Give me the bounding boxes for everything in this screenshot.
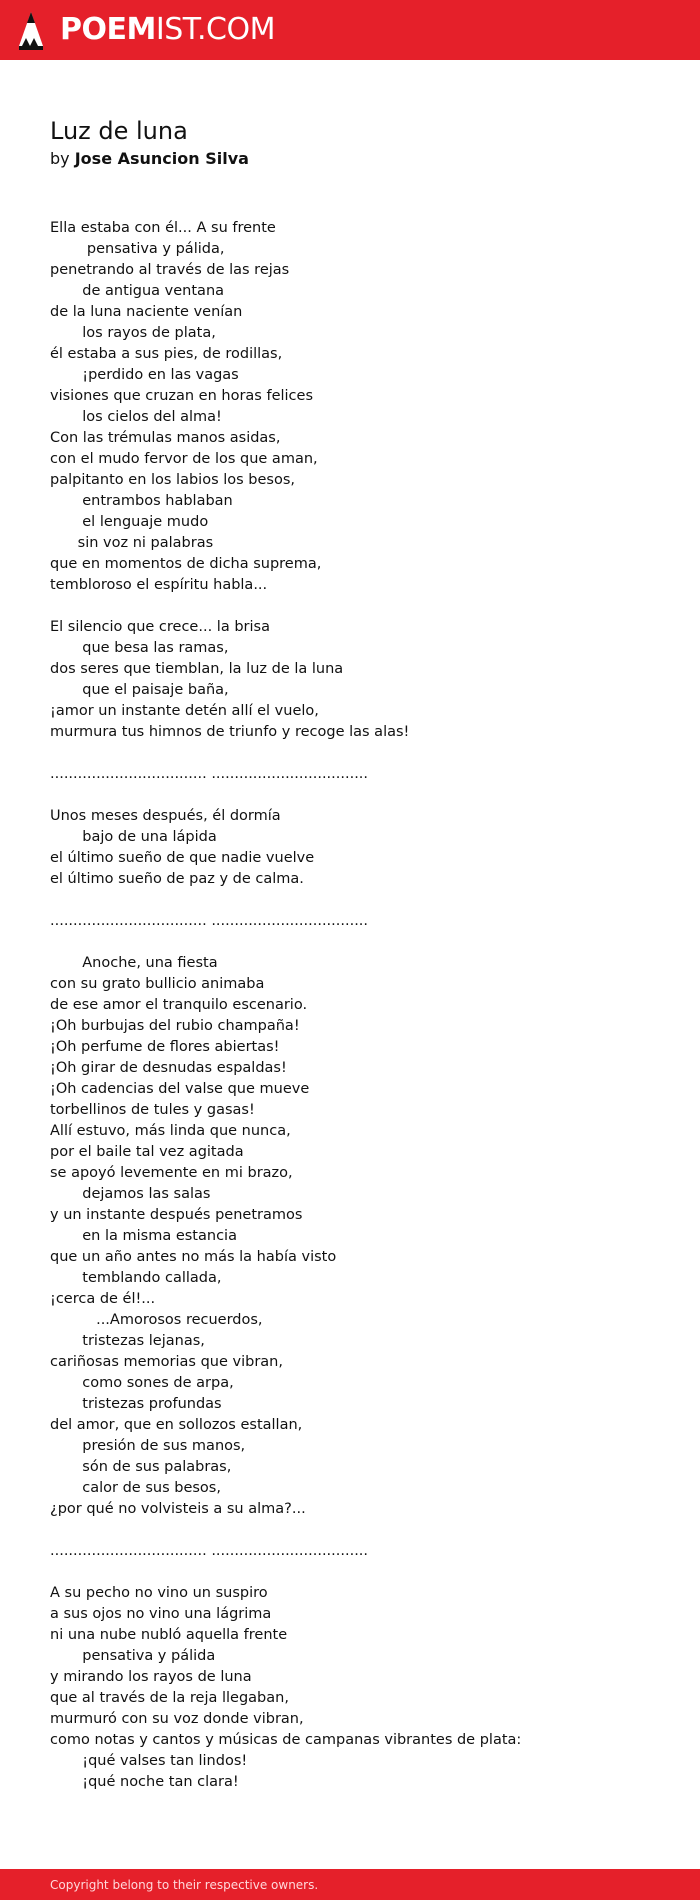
poem-line: él estaba a sus pies, de rodillas, [50,346,283,362]
poem-line: .................................. .................................. [50,766,369,782]
poem-line: con su grato bullicio animaba [50,976,265,992]
poem-line: de antigua ventana [50,283,225,299]
poem-line: dejamos las salas [50,1186,211,1202]
stanza-break [50,1520,521,1541]
poem-line: que el paisaje baña, [50,682,229,698]
poem-line: y mirando los rayos de luna [50,1669,252,1685]
poem-line: ni una nube nubló aquella frente [50,1627,288,1643]
stanza-break [50,785,521,806]
site-logo[interactable] [60,8,275,52]
poem-line: tristezas lejanas, [50,1333,205,1349]
poem-line: sin voz ni palabras [50,535,214,551]
poem-line: pensativa y pálida [50,1648,216,1664]
poem-line: como sones de arpa, [50,1375,234,1391]
poem-line: temblando callada, [50,1270,222,1286]
poem-line: que en momentos de dicha suprema, [50,556,322,572]
site-footer [0,1869,700,1900]
poem-line: que besa las ramas, [50,640,229,656]
poem-line: visiones que cruzan en horas felices [50,388,314,404]
stanza-break [50,1562,521,1583]
stanza-break [50,743,521,764]
poem-byline [50,148,249,170]
poem-line: de ese amor el tranquilo escenario. [50,997,308,1013]
poem-line: ¡Oh perfume de flores abiertas! [50,1039,280,1055]
poem-line: ¡amor un instante detén allí el vuelo, [50,703,319,719]
poem-line: ¡qué valses tan lindos! [50,1753,248,1769]
poem-line: ¿por qué no volvisteis a su alma?... [50,1501,306,1517]
poem-line: el lenguaje mudo [50,514,209,530]
poem-line: de la luna naciente venían [50,304,243,320]
poem-line: dos seres que tiemblan, la luz de la luna [50,661,344,677]
poem-line: pensativa y pálida, [50,241,225,257]
poem-line: El silencio que crece... la brisa [50,619,270,635]
poem-line: el último sueño de paz y de calma. [50,871,304,887]
poem-line: entrambos hablaban [50,493,233,509]
poem-line: presión de sus manos, [50,1438,246,1454]
byline-prefix: by [50,149,70,168]
site-header [0,0,700,60]
poem-line: ¡Oh girar de desnudas espaldas! [50,1060,287,1076]
poem-line: ¡perdido en las vagas [50,367,239,383]
poem-line: ...Amorosos recuerdos, [50,1312,263,1328]
poem-line: Con las trémulas manos asidas, [50,430,281,446]
poem-line: ¡Oh cadencias del valse que mueve [50,1081,310,1097]
copyright-text: Copyright belong to their respective owners. [50,1878,319,1892]
poem-line: tristezas profundas [50,1396,222,1412]
poem-line: los cielos del alma! [50,409,222,425]
poem-line: a sus ojos no vino una lágrima [50,1606,272,1622]
logo-text-light: IST.COM [155,12,275,47]
stanza-break [50,890,521,911]
poem-line: Unos meses después, él dormía [50,808,281,824]
stanza-break [50,596,521,617]
poem-line: .................................. .................................. [50,913,369,929]
poem-line: murmuró con su voz donde vibran, [50,1711,304,1727]
poem-line: ¡cerca de él!... [50,1291,156,1307]
poem-line: Ella estaba con él... A su frente [50,220,276,236]
poem-line: y un instante después penetramos [50,1207,303,1223]
poem-line: Allí estuvo, más linda que nunca, [50,1123,291,1139]
poem-line: calor de sus besos, [50,1480,221,1496]
poem-line: murmura tus himnos de triunfo y recoge las alas! [50,724,410,740]
poem-line: A su pecho no vino un suspiro [50,1585,268,1601]
poem-line: Anoche, una fiesta [50,955,218,971]
poem-line: cariñosas memorias que vibran, [50,1354,283,1370]
poem-line: se apoyó levemente en mi brazo, [50,1165,293,1181]
poem-line: en la misma estancia [50,1228,237,1244]
poem-line: torbellinos de tules y gasas! [50,1102,255,1118]
poem-line: ¡qué noche tan clara! [50,1774,239,1790]
pencil-tip-icon[interactable] [16,10,46,52]
poem-title: Luz de luna [50,117,188,145]
poem-line: ¡Oh burbujas del rubio champaña! [50,1018,300,1034]
poem-line: que al través de la reja llegaban, [50,1690,289,1706]
poem-line: són de sus palabras, [50,1459,232,1475]
stanza-break [50,932,521,953]
poem-line: como notas y cantos y músicas de campanas vibrantes de plata: [50,1732,522,1748]
poem-line: que un año antes no más la había visto [50,1249,337,1265]
poem-line: con el mudo fervor de los que aman, [50,451,318,467]
poem-line: del amor, que en sollozos estallan, [50,1417,303,1433]
poem-line: penetrando al través de las rejas [50,262,290,278]
poem-line: por el baile tal vez agitada [50,1144,244,1160]
poem-body [50,218,521,1793]
poem-author[interactable]: Jose Asuncion Silva [74,149,249,168]
poem-line: palpitanto en los labios los besos, [50,472,296,488]
poem-line: bajo de una lápida [50,829,217,845]
poem-line: el último sueño de que nadie vuelve [50,850,315,866]
poem-line: tembloroso el espíritu habla... [50,577,268,593]
logo-text-bold: POEM [60,12,156,47]
poem-line: los rayos de plata, [50,325,216,341]
poem-line: .................................. .................................. [50,1543,369,1559]
